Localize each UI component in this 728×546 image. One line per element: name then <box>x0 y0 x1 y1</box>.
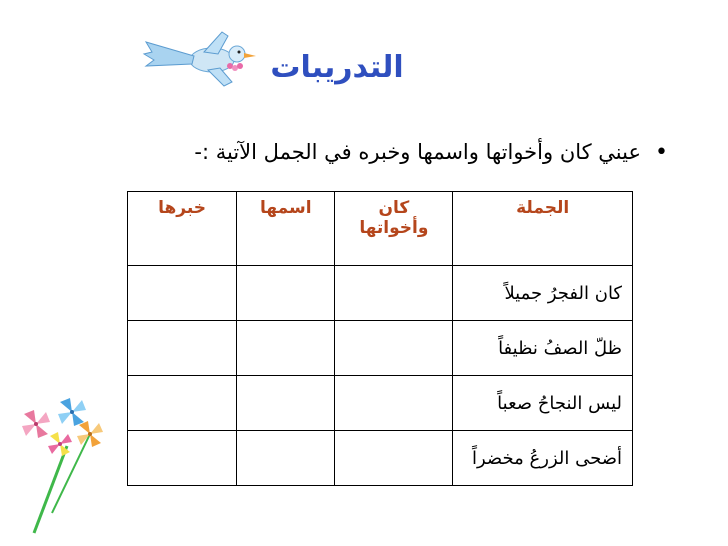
sentence-cell: ظلّ الصفُ نظيفاً <box>453 321 633 376</box>
header-kana-sisters: كان وأخواتها <box>335 192 453 266</box>
instruction-line <box>194 140 668 165</box>
header-sentence: الجملة <box>453 192 633 266</box>
table-row <box>128 321 633 376</box>
predicate-cell[interactable] <box>128 321 237 376</box>
kana-cell[interactable] <box>335 431 453 486</box>
predicate-cell[interactable] <box>128 376 237 431</box>
predicate-cell[interactable] <box>128 266 237 321</box>
kana-cell[interactable] <box>335 321 453 376</box>
sentence-cell: أضحى الزرعُ مخضراً <box>453 431 633 486</box>
pinwheel-clipart-icon <box>12 398 112 538</box>
subject-cell[interactable] <box>237 321 335 376</box>
predicate-cell[interactable] <box>128 431 237 486</box>
header-predicate: خبرها <box>128 192 237 266</box>
exercise-table <box>127 191 633 486</box>
bullet-icon: • <box>655 140 668 165</box>
sentence-cell: كان الفجرُ جميلاً <box>453 266 633 321</box>
subject-cell[interactable] <box>237 266 335 321</box>
bird-clipart-icon <box>142 30 282 90</box>
table-row <box>128 431 633 486</box>
subject-cell[interactable] <box>237 376 335 431</box>
kana-cell[interactable] <box>335 266 453 321</box>
table-row <box>128 266 633 321</box>
subject-cell[interactable] <box>237 431 335 486</box>
header-subject: اسمها <box>237 192 335 266</box>
page-title: التدريبات <box>270 50 404 85</box>
sentence-cell: ليس النجاحُ صعباً <box>453 376 633 431</box>
table-row <box>128 376 633 431</box>
kana-cell[interactable] <box>335 376 453 431</box>
table-header-row <box>128 192 633 266</box>
instruction-text: عيني كان وأخواتها واسمها وخبره في الجمل الآتية :- <box>194 140 642 164</box>
